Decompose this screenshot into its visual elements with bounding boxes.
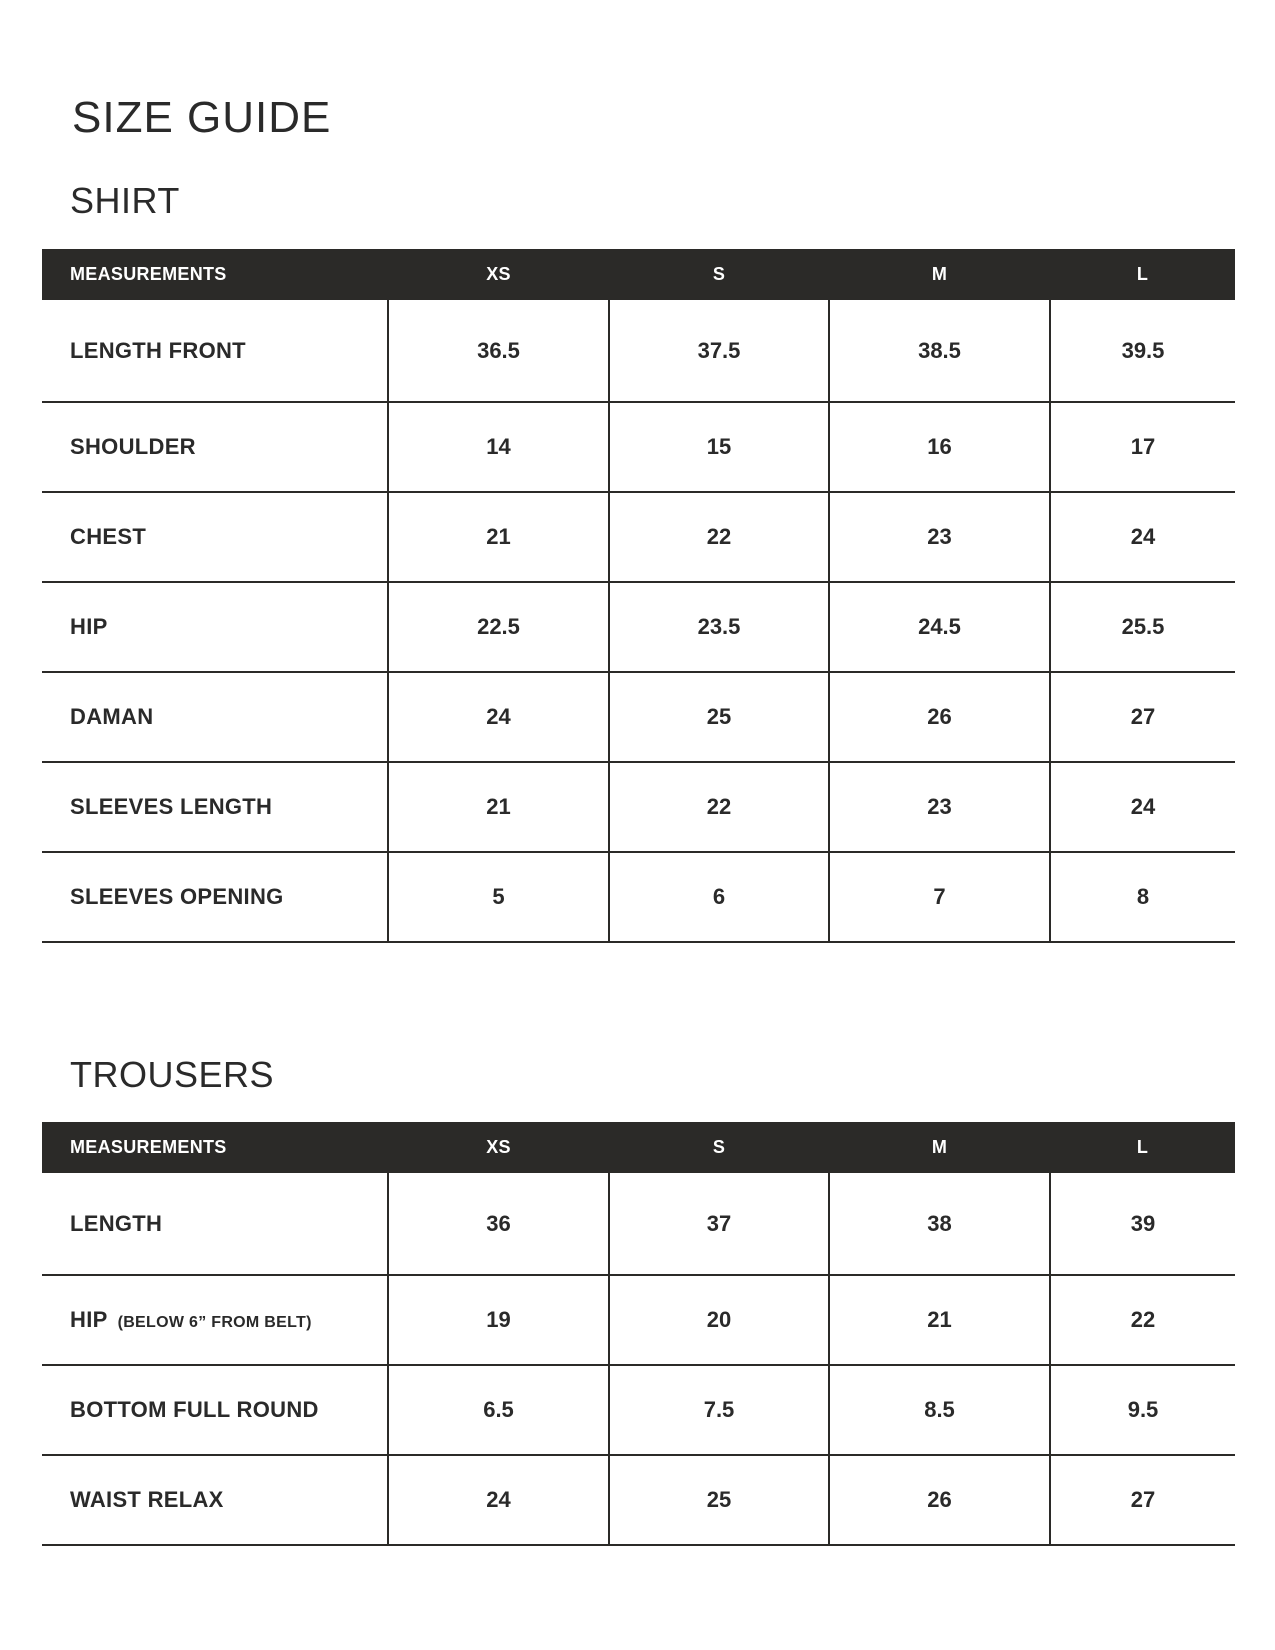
cell-m: 7: [829, 852, 1050, 942]
cell-s: 7.5: [609, 1365, 829, 1455]
cell-s: 25: [609, 1455, 829, 1545]
column-header-measurements: MEASUREMENTS: [70, 1137, 227, 1157]
cell-xs: 5: [388, 852, 609, 942]
cell-xs: 24: [388, 672, 609, 762]
cell-l: 22: [1050, 1275, 1235, 1365]
cell-m: 21: [829, 1275, 1050, 1365]
cell-l: 39: [1050, 1173, 1235, 1275]
shirt-size-table: [42, 249, 1235, 943]
row-label: LENGTH: [70, 1210, 163, 1236]
row-label-note: (BELOW 6” FROM BELT): [117, 1314, 312, 1331]
trousers-size-table: [42, 1122, 1235, 1546]
cell-m: 26: [829, 1455, 1050, 1545]
table-header-row: [42, 1122, 1235, 1173]
cell-m: 8.5: [829, 1365, 1050, 1455]
shirt-section-title: SHIRT: [70, 180, 180, 221]
cell-l: 27: [1050, 672, 1235, 762]
cell-xs: 24: [388, 1455, 609, 1545]
row-label: LENGTH FRONT: [70, 337, 246, 363]
table-row: [42, 582, 1235, 672]
table-row: [42, 672, 1235, 762]
cell-m: 23: [829, 762, 1050, 852]
cell-m: 38.5: [829, 300, 1050, 402]
column-header-m: M: [931, 264, 948, 284]
row-label: HIP: [70, 614, 108, 639]
cell-l: 24: [1050, 492, 1235, 582]
cell-s: 15: [609, 402, 829, 492]
cell-xs: 36.5: [388, 300, 609, 402]
trousers-section-title: TROUSERS: [70, 1054, 275, 1095]
table-row: [42, 1173, 1235, 1275]
row-label: BOTTOM FULL ROUND: [70, 1397, 319, 1422]
row-label: HIP: [70, 1307, 108, 1332]
row-label: DAMAN: [70, 704, 154, 729]
cell-s: 20: [609, 1275, 829, 1365]
row-label: SHOULDER: [70, 434, 196, 459]
row-label: SLEEVES OPENING: [70, 884, 284, 909]
cell-m: 16: [829, 402, 1050, 492]
table-row: [42, 1365, 1235, 1455]
cell-m: 24.5: [829, 582, 1050, 672]
cell-xs: 19: [388, 1275, 609, 1365]
column-header-m: M: [931, 1137, 948, 1157]
cell-m: 26: [829, 672, 1050, 762]
table-row: [42, 402, 1235, 492]
table-row: [42, 492, 1235, 582]
cell-s: 22: [609, 762, 829, 852]
column-header-measurements: MEASUREMENTS: [70, 264, 227, 284]
cell-m: 38: [829, 1173, 1050, 1275]
cell-s: 37: [609, 1173, 829, 1275]
table-row: [42, 300, 1235, 402]
cell-l: 25.5: [1050, 582, 1235, 672]
row-label-cell: [42, 1275, 388, 1365]
cell-l: 17: [1050, 402, 1235, 492]
cell-s: 22: [609, 492, 829, 582]
column-header-xs: XS: [486, 264, 511, 284]
table-row: [42, 1455, 1235, 1545]
cell-l: 27: [1050, 1455, 1235, 1545]
cell-s: 25: [609, 672, 829, 762]
cell-l: 24: [1050, 762, 1235, 852]
column-header-l: L: [1136, 264, 1149, 284]
table-header-row: [42, 249, 1235, 300]
cell-xs: 6.5: [388, 1365, 609, 1455]
cell-l: 9.5: [1050, 1365, 1235, 1455]
cell-xs: 36: [388, 1173, 609, 1275]
table-row: [42, 762, 1235, 852]
cell-l: 39.5: [1050, 300, 1235, 402]
cell-s: 23.5: [609, 582, 829, 672]
cell-xs: 21: [388, 492, 609, 582]
cell-s: 6: [609, 852, 829, 942]
cell-xs: 14: [388, 402, 609, 492]
cell-l: 8: [1050, 852, 1235, 942]
column-header-s: S: [712, 264, 726, 284]
cell-xs: 21: [388, 762, 609, 852]
row-label: CHEST: [70, 524, 147, 549]
cell-m: 23: [829, 492, 1050, 582]
column-header-l: L: [1136, 1137, 1149, 1157]
page-title: SIZE GUIDE: [72, 93, 332, 142]
cell-s: 37.5: [609, 300, 829, 402]
column-header-xs: XS: [486, 1137, 511, 1157]
row-label: SLEEVES LENGTH: [70, 794, 273, 819]
table-row: [42, 852, 1235, 942]
column-header-s: S: [712, 1137, 726, 1157]
table-row: [42, 1275, 1235, 1365]
cell-xs: 22.5: [388, 582, 609, 672]
row-label: WAIST RELAX: [70, 1487, 224, 1512]
